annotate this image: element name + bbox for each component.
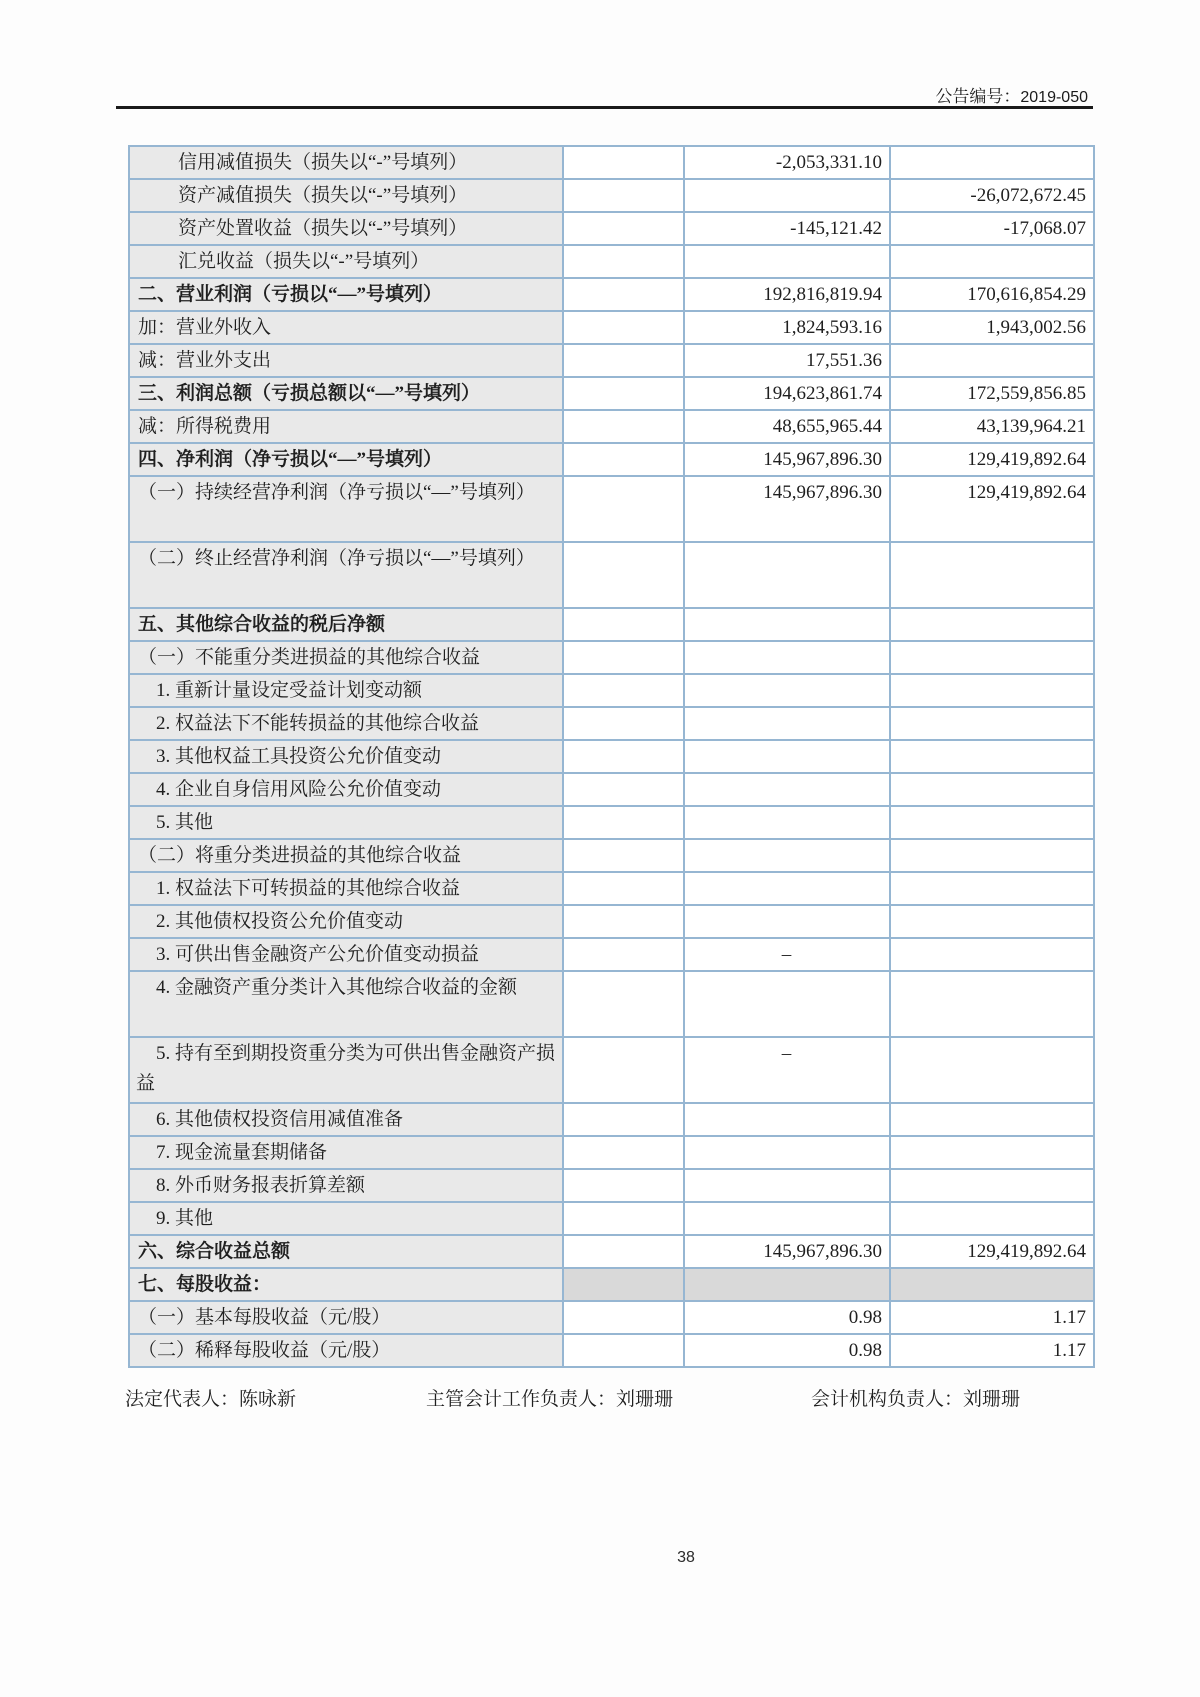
table-row <box>129 1136 1094 1169</box>
table-row <box>129 1169 1094 1202</box>
row-note-cell <box>563 1103 684 1136</box>
row-item-label: 资产处置收益（损失以“-”号填列） <box>129 212 563 245</box>
row-current-amount: 1,824,593.16 <box>684 311 890 344</box>
row-note-cell <box>563 905 684 938</box>
row-note-cell <box>563 146 684 179</box>
table-row <box>129 707 1094 740</box>
row-item-label: 资产减值损失（损失以“-”号填列） <box>129 179 563 212</box>
row-current-amount <box>684 1202 890 1235</box>
table-row <box>129 971 1094 1037</box>
row-note-cell <box>563 674 684 707</box>
row-note-cell <box>563 707 684 740</box>
table-row <box>129 212 1094 245</box>
row-prior-amount <box>890 608 1094 641</box>
table-row <box>129 1301 1094 1334</box>
row-item-label: 4. 金融资产重分类计入其他综合收益的金额 <box>129 971 563 1037</box>
table-row <box>129 377 1094 410</box>
row-note-cell <box>563 1202 684 1235</box>
chief-accounting-officer: 主管会计工作负责人：刘珊珊 <box>426 1389 674 1410</box>
table-row <box>129 641 1094 674</box>
row-note-cell <box>563 377 684 410</box>
row-item-label: （二）将重分类进损益的其他综合收益 <box>129 839 563 872</box>
row-note-cell <box>563 1136 684 1169</box>
row-prior-amount <box>890 1268 1094 1301</box>
table-row <box>129 1103 1094 1136</box>
row-item-label: 4. 企业自身信用风险公允价值变动 <box>129 773 563 806</box>
row-prior-amount: 1,943,002.56 <box>890 311 1094 344</box>
row-current-amount: 194,623,861.74 <box>684 377 890 410</box>
row-prior-amount <box>890 905 1094 938</box>
row-item-label: 减：所得税费用 <box>129 410 563 443</box>
row-item-label: （二）稀释每股收益（元/股） <box>129 1334 563 1367</box>
row-prior-amount <box>890 806 1094 839</box>
row-item-label: （一）基本每股收益（元/股） <box>129 1301 563 1334</box>
row-current-amount <box>684 1169 890 1202</box>
row-prior-amount <box>890 938 1094 971</box>
income-statement-table <box>128 145 1095 1368</box>
row-current-amount <box>684 608 890 641</box>
row-item-label: 2. 其他债权投资公允价值变动 <box>129 905 563 938</box>
row-note-cell <box>563 1037 684 1103</box>
row-current-amount <box>684 641 890 674</box>
row-note-cell <box>563 773 684 806</box>
table-row <box>129 311 1094 344</box>
table-row <box>129 938 1094 971</box>
row-current-amount <box>684 839 890 872</box>
row-current-amount: 145,967,896.30 <box>684 476 890 542</box>
signature-line <box>0 1384 1200 1414</box>
row-item-label: 3. 其他权益工具投资公允价值变动 <box>129 740 563 773</box>
row-prior-amount: 129,419,892.64 <box>890 1235 1094 1268</box>
row-current-amount <box>684 806 890 839</box>
row-item-label: 3. 可供出售金融资产公允价值变动损益 <box>129 938 563 971</box>
table-row <box>129 344 1094 377</box>
table-row <box>129 608 1094 641</box>
row-item-label: 8. 外币财务报表折算差额 <box>129 1169 563 1202</box>
row-note-cell <box>563 641 684 674</box>
legal-representative: 法定代表人：陈咏新 <box>125 1389 297 1410</box>
row-prior-amount: 172,559,856.85 <box>890 377 1094 410</box>
row-prior-amount <box>890 740 1094 773</box>
accounting-department-head: 会计机构负责人：刘珊珊 <box>811 1389 1021 1410</box>
table-row <box>129 1037 1094 1103</box>
row-current-amount <box>684 707 890 740</box>
row-current-amount <box>684 1268 890 1301</box>
row-prior-amount: 170,616,854.29 <box>890 278 1094 311</box>
row-current-amount: – <box>684 1037 890 1103</box>
row-current-amount <box>684 905 890 938</box>
row-item-label: 三、利润总额（亏损总额以“—”号填列） <box>129 377 563 410</box>
announcement-number-label: 公告编号： <box>935 87 1021 106</box>
table-row <box>129 476 1094 542</box>
page-number: 38 <box>677 1549 695 1566</box>
row-current-amount <box>684 872 890 905</box>
row-prior-amount <box>890 839 1094 872</box>
row-prior-amount <box>890 245 1094 278</box>
row-prior-amount <box>890 773 1094 806</box>
row-current-amount <box>684 1103 890 1136</box>
table-row <box>129 773 1094 806</box>
table-row <box>129 542 1094 608</box>
row-item-label: 信用减值损失（损失以“-”号填列） <box>129 146 563 179</box>
table-row <box>129 839 1094 872</box>
row-prior-amount: -17,068.07 <box>890 212 1094 245</box>
row-prior-amount <box>890 971 1094 1037</box>
row-note-cell <box>563 179 684 212</box>
row-prior-amount <box>890 344 1094 377</box>
row-prior-amount <box>890 1136 1094 1169</box>
row-prior-amount <box>890 146 1094 179</box>
row-current-amount: 145,967,896.30 <box>684 1235 890 1268</box>
row-prior-amount: 43,139,964.21 <box>890 410 1094 443</box>
row-note-cell <box>563 542 684 608</box>
row-current-amount <box>684 179 890 212</box>
row-note-cell <box>563 1235 684 1268</box>
table-row <box>129 674 1094 707</box>
row-note-cell <box>563 212 684 245</box>
row-prior-amount <box>890 641 1094 674</box>
row-current-amount: – <box>684 938 890 971</box>
row-prior-amount <box>890 1103 1094 1136</box>
row-current-amount: 0.98 <box>684 1301 890 1334</box>
row-note-cell <box>563 872 684 905</box>
row-prior-amount: -26,072,672.45 <box>890 179 1094 212</box>
row-current-amount: 48,655,965.44 <box>684 410 890 443</box>
row-current-amount: -145,121.42 <box>684 212 890 245</box>
table-row <box>129 1235 1094 1268</box>
row-item-label: （一）不能重分类进损益的其他综合收益 <box>129 641 563 674</box>
row-prior-amount <box>890 707 1094 740</box>
row-note-cell <box>563 278 684 311</box>
row-item-label: 五、其他综合收益的税后净额 <box>129 608 563 641</box>
row-item-label: 二、营业利润（亏损以“—”号填列） <box>129 278 563 311</box>
row-note-cell <box>563 443 684 476</box>
announcement-number <box>935 82 1088 107</box>
row-note-cell <box>563 476 684 542</box>
income-statement-rows <box>129 146 1094 1367</box>
row-note-cell <box>563 1301 684 1334</box>
row-note-cell <box>563 608 684 641</box>
row-note-cell <box>563 344 684 377</box>
row-current-amount <box>684 773 890 806</box>
row-item-label: 2. 权益法下不能转损益的其他综合收益 <box>129 707 563 740</box>
row-note-cell <box>563 410 684 443</box>
announcement-number-value: 2019-050 <box>1020 89 1088 106</box>
row-note-cell <box>563 806 684 839</box>
row-item-label: 六、综合收益总额 <box>129 1235 563 1268</box>
row-item-label: 汇兑收益（损失以“-”号填列） <box>129 245 563 278</box>
table-row <box>129 278 1094 311</box>
row-item-label: 加：营业外收入 <box>129 311 563 344</box>
table-row <box>129 410 1094 443</box>
table-row <box>129 806 1094 839</box>
table-row <box>129 1334 1094 1367</box>
row-current-amount <box>684 245 890 278</box>
table-row <box>129 443 1094 476</box>
row-item-label: 9. 其他 <box>129 1202 563 1235</box>
row-current-amount: -2,053,331.10 <box>684 146 890 179</box>
table-row <box>129 179 1094 212</box>
row-note-cell <box>563 839 684 872</box>
row-prior-amount: 129,419,892.64 <box>890 443 1094 476</box>
row-item-label: 四、净利润（净亏损以“—”号填列） <box>129 443 563 476</box>
row-item-label: （二）终止经营净利润（净亏损以“—”号填列） <box>129 542 563 608</box>
row-note-cell <box>563 245 684 278</box>
row-current-amount <box>684 971 890 1037</box>
row-note-cell <box>563 311 684 344</box>
row-item-label: 7. 现金流量套期储备 <box>129 1136 563 1169</box>
row-current-amount: 0.98 <box>684 1334 890 1367</box>
row-note-cell <box>563 1169 684 1202</box>
table-row <box>129 1268 1094 1301</box>
row-prior-amount <box>890 1202 1094 1235</box>
table-row <box>129 872 1094 905</box>
row-item-label: 1. 权益法下可转损益的其他综合收益 <box>129 872 563 905</box>
row-current-amount <box>684 1136 890 1169</box>
row-note-cell <box>563 1268 684 1301</box>
table-row <box>129 740 1094 773</box>
row-prior-amount <box>890 872 1094 905</box>
row-current-amount: 17,551.36 <box>684 344 890 377</box>
header-divider-rule <box>116 106 1093 109</box>
row-item-label: 5. 其他 <box>129 806 563 839</box>
row-note-cell <box>563 1334 684 1367</box>
row-prior-amount <box>890 542 1094 608</box>
row-current-amount: 145,967,896.30 <box>684 443 890 476</box>
row-item-label: 七、每股收益： <box>129 1268 563 1301</box>
row-prior-amount <box>890 1169 1094 1202</box>
row-prior-amount: 1.17 <box>890 1301 1094 1334</box>
table-row <box>129 245 1094 278</box>
row-current-amount <box>684 674 890 707</box>
row-item-label: 减：营业外支出 <box>129 344 563 377</box>
row-note-cell <box>563 740 684 773</box>
table-row <box>129 1202 1094 1235</box>
row-prior-amount <box>890 1037 1094 1103</box>
row-current-amount <box>684 542 890 608</box>
row-note-cell <box>563 938 684 971</box>
row-current-amount: 192,816,819.94 <box>684 278 890 311</box>
row-current-amount <box>684 740 890 773</box>
row-item-label: （一）持续经营净利润（净亏损以“—”号填列） <box>129 476 563 542</box>
row-prior-amount: 1.17 <box>890 1334 1094 1367</box>
row-prior-amount <box>890 674 1094 707</box>
row-item-label: 6. 其他债权投资信用减值准备 <box>129 1103 563 1136</box>
table-row <box>129 905 1094 938</box>
row-item-label: 5. 持有至到期投资重分类为可供出售金融资产损益 <box>129 1037 563 1103</box>
row-note-cell <box>563 971 684 1037</box>
table-row <box>129 146 1094 179</box>
row-prior-amount: 129,419,892.64 <box>890 476 1094 542</box>
row-item-label: 1. 重新计量设定受益计划变动额 <box>129 674 563 707</box>
